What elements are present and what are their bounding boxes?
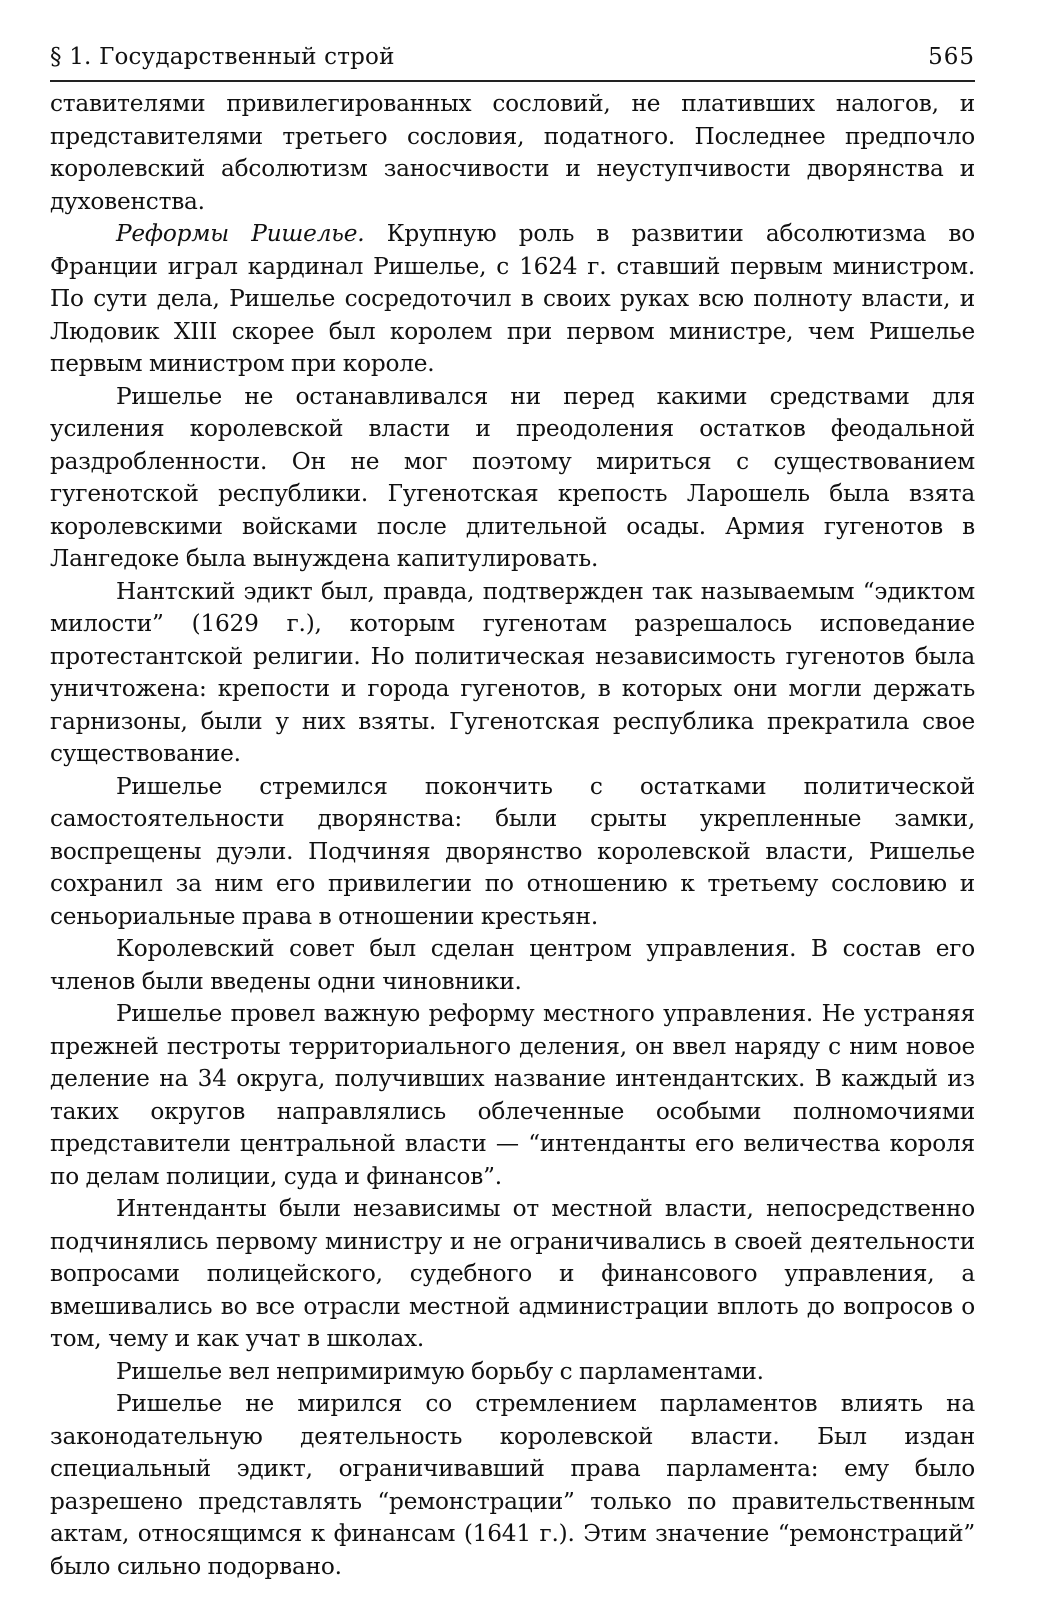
paragraph-text: Ришелье стремился покончить с остатками политической самостоятельности дворянства: были срыты укрепленные замки, воспрещены дуэли. Подчиняя дворянство королевской власти, Ришелье сохранил за ним его привилегии по отношению к третьему сословию и сеньориальные права в отношении крестьян. bbox=[50, 772, 975, 930]
paragraph-7 bbox=[50, 998, 975, 1193]
section-title: § 1. Государственный строй bbox=[50, 44, 395, 70]
paragraph-text: Ришелье не останавливался ни перед какими средствами для усиления королевской власти и преодоления остатков феодальной раздробленности. Он не мог поэтому мириться с существованием гугенотской республики. Гугенотская крепость Ларошель была взята королевскими войсками после длительной осады. Армия гугенотов в Лангедоке была вынуждена капитулировать. bbox=[50, 382, 975, 572]
paragraph-text: Королевский совет был сделан центром управления. В состав его членов были введены одни чиновники. bbox=[50, 935, 975, 995]
italic-subheading: Реформы Ришелье. bbox=[116, 220, 365, 247]
paragraph-text: Ришелье вел непримиримую борьбу с парламентами. bbox=[116, 1357, 764, 1385]
paragraph-8 bbox=[50, 1193, 975, 1356]
body-text bbox=[50, 88, 975, 1583]
paragraph-text: Крупную роль в развитии абсолютизма во Франции играл кардинал Ришелье, с 1624 г. ставший первым министром. По сути дела, Ришелье сосредоточил в своих руках всю полноту власти, и Людовик XIII скорее был королем при первом министре, чем Ришелье первым министром при короле. bbox=[50, 220, 975, 377]
paragraph-text: Интенданты были независимы от местной власти, непосредственно подчинялись первому министру и не ограничивались в своей деятельности вопросами полицейского, судебного и финансового управления, а вмешивались во все отрасли местной администрации вплоть до вопросов о том, чему и как учат в школах. bbox=[50, 1195, 975, 1352]
paragraph-text: Ришелье провел важную реформу местного управления. Не устраняя прежней пестроты территориального деления, он ввел наряду с ним новое деление на 34 округа, получивших название интендантских. В каждый из таких округов направлялись облеченные особыми полномочиями представители центральной власти — “интенданты его величества короля по делам полиции, суда и финансов”. bbox=[50, 1000, 975, 1190]
paragraph-text: Ришелье не мирился со стремлением парламентов влиять на законодательную деятельность королевской власти. Был издан специальный эдикт, ограничивавший права парламента: ему было разрешено представлять “ремонстрации” только по правительственным актам, относящимся к финансам (1641 г.). Этим значение “ремонстраций” было сильно подорвано. bbox=[50, 1390, 975, 1580]
paragraph-6 bbox=[50, 933, 975, 998]
paragraph-5 bbox=[50, 771, 975, 934]
page-number: 565 bbox=[928, 44, 975, 70]
paragraph-text: ставителями привилегированных сословий, не плативших налогов, и представителями третьего сословия, податного. Последнее предпочло королевский абсолютизм заносчивости и неуступчивости дворянства и духовенства. bbox=[50, 90, 975, 215]
paragraph-text: Нантский эдикт был, правда, подтвержден так называемым “эдиктом милости” (1629 г.), которым гугенотам разрешалось исповедание протестантской религии. Но политическая независимость гугенотов была уничтожена: крепости и города гугенотов, в которых они могли держать гарнизоны, были у них взяты. Гугенотская республика прекратила свое существование. bbox=[50, 577, 975, 767]
paragraph-4 bbox=[50, 576, 975, 771]
paragraph-10 bbox=[50, 1388, 975, 1583]
running-header bbox=[50, 40, 975, 82]
paragraph-9 bbox=[50, 1356, 975, 1389]
paragraph-2 bbox=[50, 218, 975, 381]
paragraph-1 bbox=[50, 88, 975, 218]
paragraph-3 bbox=[50, 381, 975, 576]
